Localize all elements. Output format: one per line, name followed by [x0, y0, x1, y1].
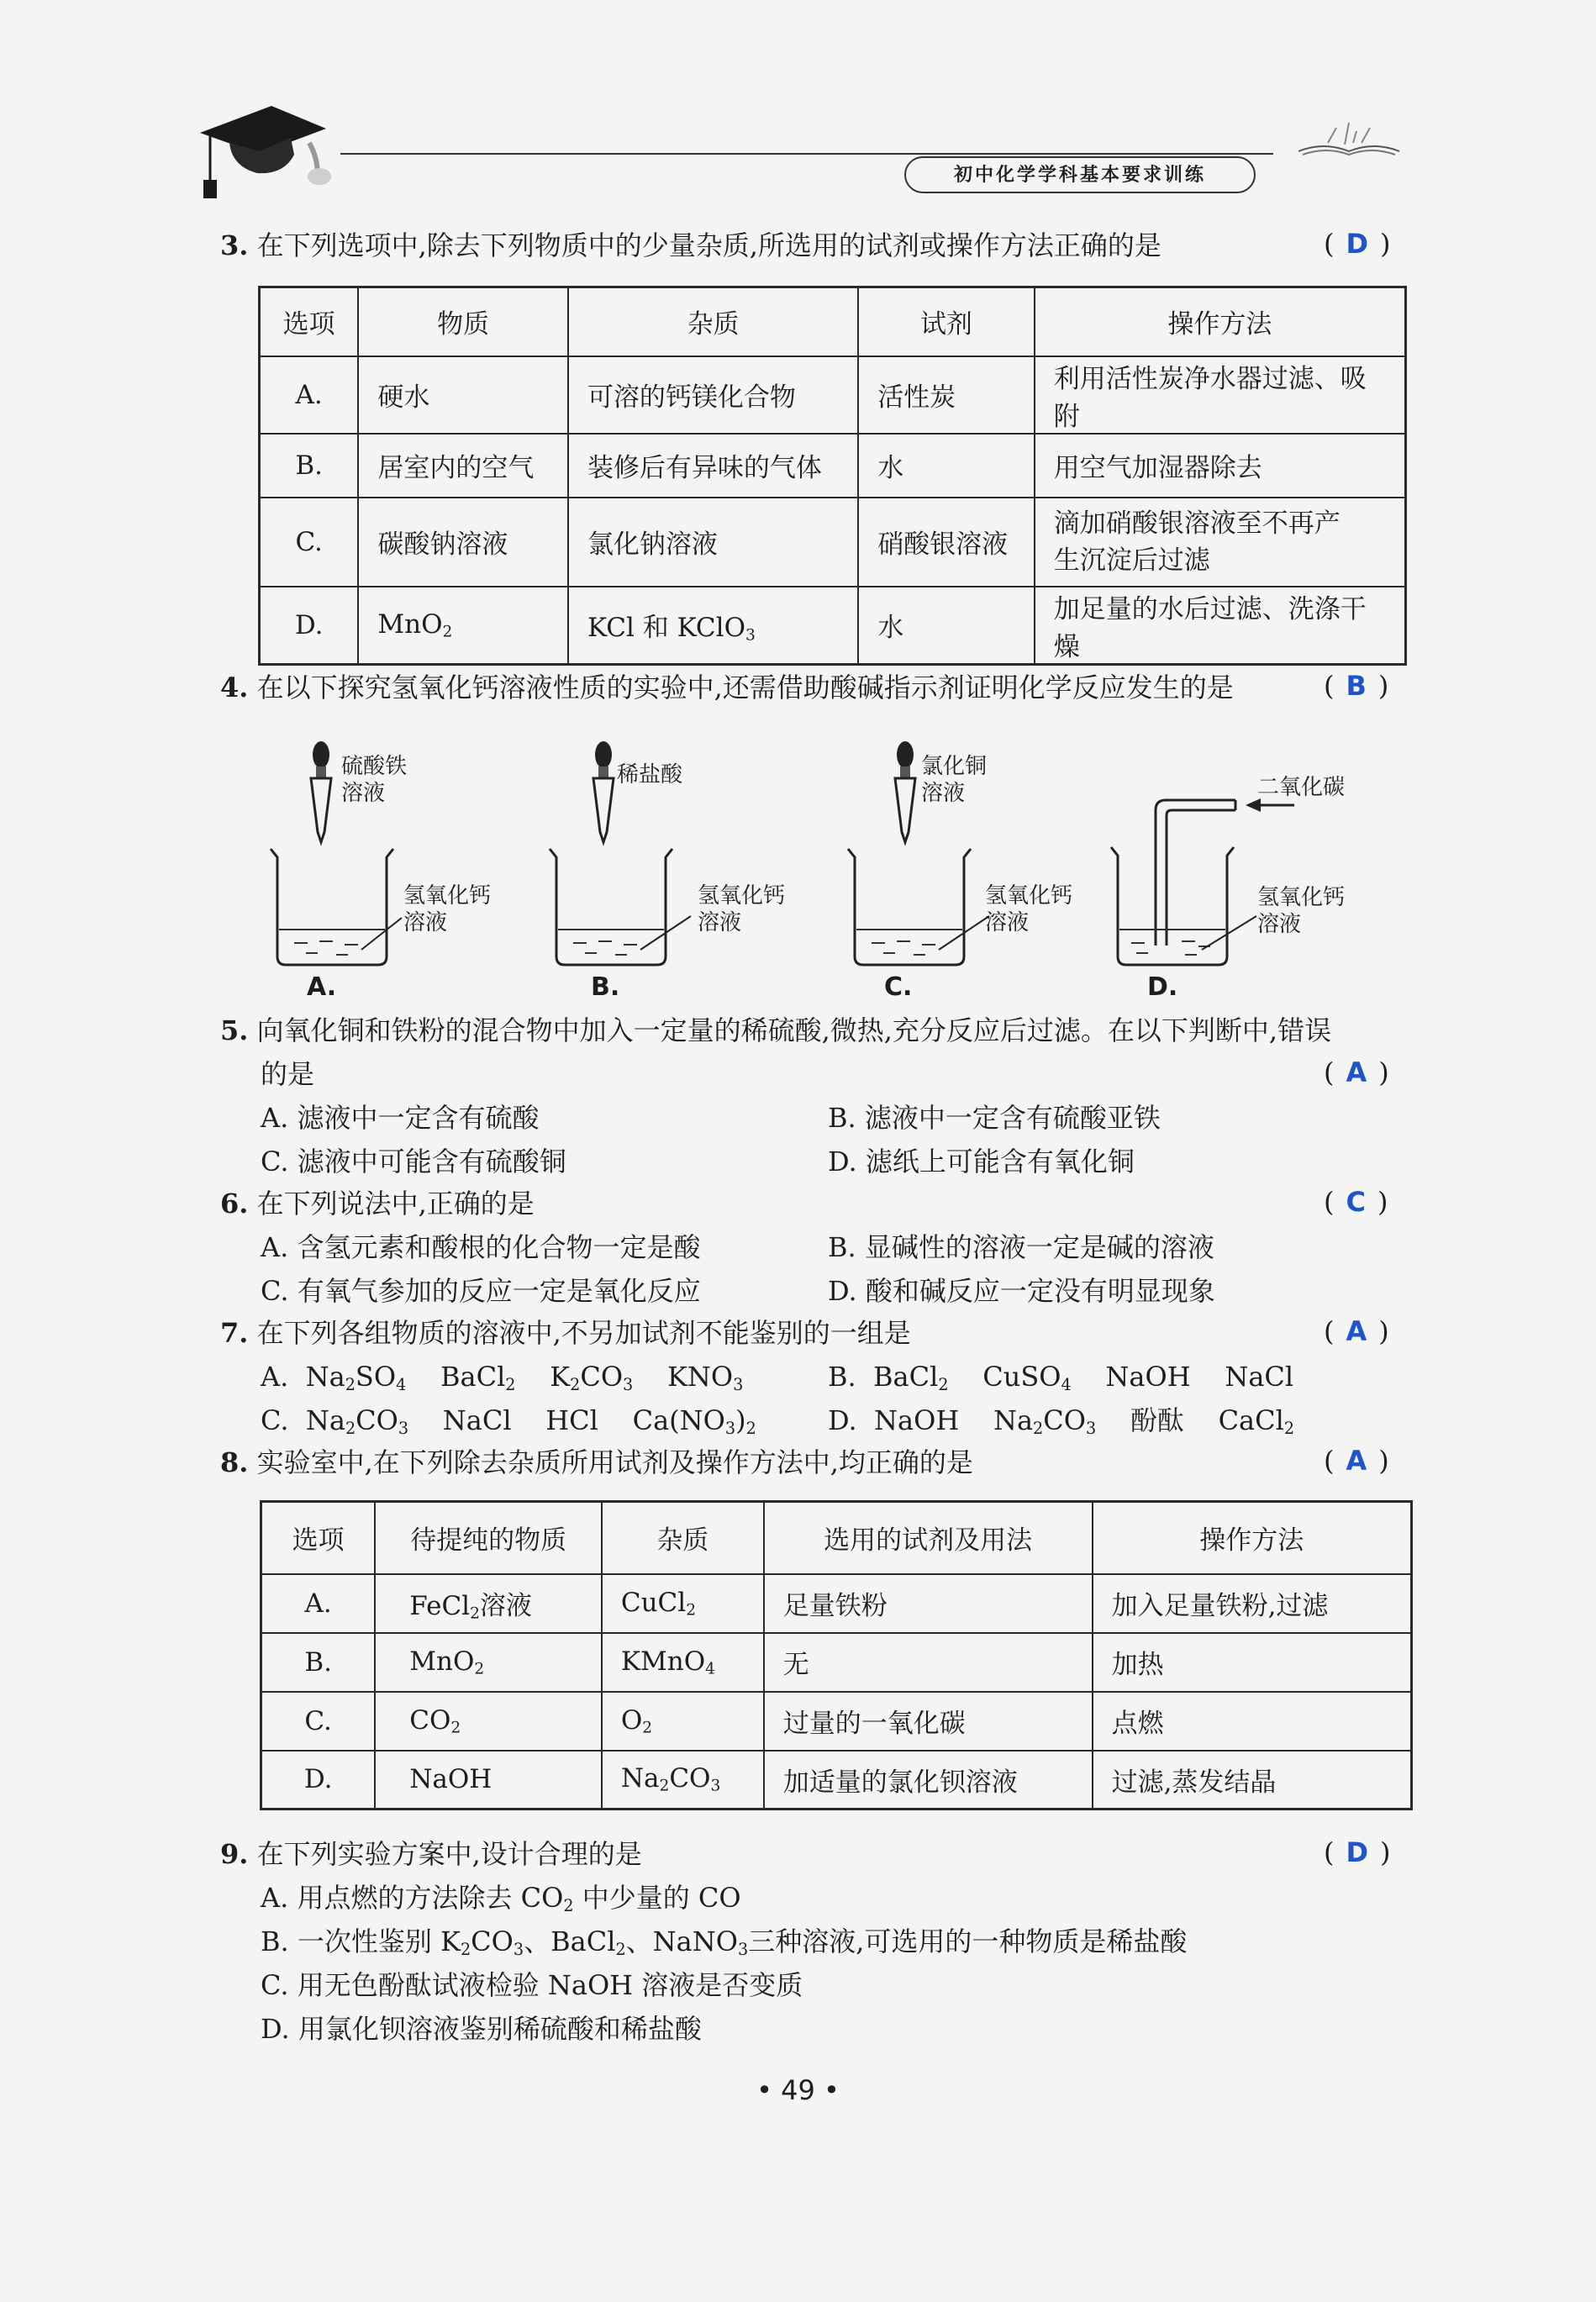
table-cell: 可溶的钙镁化合物: [568, 356, 858, 434]
diagram-caption: B.: [591, 972, 620, 1002]
option-c: C. $Na_2CO_3$ NaCl HCl $Ca(NO_3)_2$: [261, 1404, 756, 1438]
table-row: [261, 1574, 1412, 1633]
question-number: 4.: [220, 672, 249, 703]
table-header: 选项: [260, 287, 359, 356]
cell-line: 滴加硝酸银溶液至不再产: [1053, 508, 1341, 539]
option-c: C. 用无色酚酞试液检验 NaOH 溶液是否变质: [261, 1969, 803, 2001]
table-header: 选用的试剂及用法: [764, 1502, 1093, 1574]
solution-label: 氢氧化钙 溶液: [985, 883, 1073, 935]
answer-letter: B: [1346, 670, 1367, 702]
table-header: 操作方法: [1093, 1502, 1412, 1574]
question-text: 在下列各组物质的溶液中,不另加试剂不能鉴别的一组是: [256, 1317, 911, 1349]
header-rule: [340, 153, 1273, 155]
dropper-icon: [895, 741, 915, 842]
dropper-icon: [311, 741, 331, 842]
reagent-label: 硫酸铁 溶液: [341, 754, 408, 806]
table-header: 试剂: [858, 287, 1035, 356]
question-text: 在下列说法中,正确的是: [256, 1188, 535, 1219]
table-cell: 过量的一氧化碳: [764, 1692, 1093, 1751]
table-cell: D.: [260, 587, 359, 665]
answer-bracket: ( A ): [1324, 1056, 1389, 1088]
table-header-row: [260, 287, 1406, 356]
table-row: [260, 434, 1406, 498]
table-cell: NaOH: [375, 1751, 602, 1809]
table-cell: MnO$_2$: [375, 1633, 602, 1692]
question-8-stem: [220, 1446, 973, 1479]
solution-label: 氢氧化钙 溶液: [1257, 885, 1346, 937]
table-cell: 无: [764, 1633, 1093, 1692]
beaker-diagram-d: [1101, 782, 1345, 975]
formula: MnO: [377, 608, 443, 640]
option-b: B. BaCl$_2$ CuSO$_4$ NaOH NaCl: [828, 1361, 1294, 1394]
gas-tube-icon: [1156, 800, 1235, 946]
answer-bracket: ( A ): [1324, 1315, 1389, 1347]
table-cell: B.: [260, 434, 359, 498]
option-a: A. $Na_2SO_4$ BaCl$_2$ $K_2CO_3$ $KNO_3$: [261, 1361, 744, 1394]
diagram-caption: D.: [1147, 972, 1178, 1002]
table-header: 待提纯的物质: [375, 1502, 602, 1574]
question-number: 7.: [220, 1317, 249, 1349]
dropper-icon: [593, 741, 614, 842]
answer-letter: A: [1346, 1315, 1367, 1347]
question-5-stem-cont: 的是: [261, 1058, 315, 1090]
table-cell: 加足量的水后过滤、洗涤干燥: [1035, 587, 1406, 665]
question-number: 5.: [220, 1014, 249, 1046]
table-cell: 水: [858, 587, 1035, 665]
table-cell: C.: [261, 1692, 376, 1751]
table-header: 杂质: [602, 1502, 764, 1574]
option-c: C. 有氧气参加的反应一定是氧化反应: [261, 1275, 701, 1307]
answer-letter: A: [1346, 1445, 1367, 1477]
table-cell: FeCl$_2$溶液: [375, 1574, 602, 1633]
diagram-caption: A.: [307, 972, 337, 1002]
question-7-stem: [220, 1316, 911, 1350]
question-number: 3.: [220, 229, 249, 261]
question-9-stem: [220, 1837, 642, 1871]
table-cell: A.: [260, 356, 359, 434]
table-cell: 氯化钠溶液: [568, 498, 858, 587]
answer-letter: D: [1346, 228, 1369, 260]
solution-label: 氢氧化钙 溶液: [698, 883, 786, 935]
table-cell: 用空气加湿器除去: [1035, 434, 1406, 498]
reagent-label: 氯化铜 溶液: [921, 754, 988, 806]
question-8-table: [260, 1500, 1413, 1810]
option-b: B. 滤液中一定含有硫酸亚铁: [828, 1102, 1161, 1134]
answer-letter: D: [1346, 1836, 1369, 1868]
table-cell: [1035, 498, 1406, 587]
question-number: 8.: [220, 1446, 249, 1478]
table-cell: C.: [260, 498, 359, 587]
table-cell: 水: [858, 434, 1035, 498]
table-header: 物质: [358, 287, 568, 356]
table-cell: 活性炭: [858, 356, 1035, 434]
page-number: • 49 •: [756, 2074, 840, 2106]
table-cell: $CO_2$: [375, 1692, 602, 1751]
answer-bracket: ( D ): [1324, 228, 1391, 260]
cell-line: 生沉淀后过滤: [1053, 545, 1210, 576]
question-number: 6.: [220, 1188, 249, 1219]
question-text: 在以下探究氢氧化钙溶液性质的实验中,还需借助酸碱指示剂证明化学反应发生的是: [256, 672, 1234, 703]
reagent-label: 稀盐酸: [617, 762, 683, 788]
table-cell: 利用活性炭净水器过滤、吸附: [1035, 356, 1406, 434]
beaker-icon: [271, 849, 402, 965]
diagram-caption: C.: [884, 972, 913, 1002]
table-header: 选项: [261, 1502, 376, 1574]
question-5-stem: [220, 1014, 1331, 1047]
beaker-icon: [848, 849, 989, 965]
table-header: 操作方法: [1035, 287, 1406, 356]
table-cell: A.: [261, 1574, 376, 1633]
table-cell: KMnO$_4$: [602, 1633, 764, 1692]
table-cell: 装修后有异味的气体: [568, 434, 858, 498]
table-row: [260, 587, 1406, 665]
question-text: 实验室中,在下列除去杂质所用试剂及操作方法中,均正确的是: [256, 1446, 973, 1478]
table-cell: 硬水: [358, 356, 568, 434]
table-cell: 碳酸钠溶液: [358, 498, 568, 587]
table-cell: $O_2$: [602, 1692, 764, 1751]
table-cell: [568, 587, 858, 665]
reagent-label: 二氧化碳: [1257, 775, 1346, 800]
table-row: [260, 356, 1406, 434]
option-c: C. 滤液中可能含有硫酸铜: [261, 1146, 566, 1177]
table-row: [261, 1633, 1412, 1692]
question-6-stem: [220, 1187, 535, 1220]
option-d: D. 用氯化钡溶液鉴别稀硫酸和稀盐酸: [261, 2013, 702, 2045]
question-text: 向氧化铜和铁粉的混合物中加入一定量的稀硫酸,微热,充分反应后过滤。在以下判断中,错误: [256, 1014, 1332, 1046]
question-text: 在下列实验方案中,设计合理的是: [256, 1838, 642, 1870]
table-cell: B.: [261, 1633, 376, 1692]
question-number: 9.: [220, 1838, 249, 1870]
table-cell: CuCl$_2$: [602, 1574, 764, 1633]
answer-bracket: ( C ): [1324, 1186, 1388, 1218]
open-book-icon: [1294, 118, 1404, 160]
option-d: D. NaOH $Na_2CO_3$ 酚酞 CaCl$_2$: [828, 1404, 1295, 1438]
subscript: 3: [745, 626, 756, 645]
answer-bracket: ( D ): [1324, 1836, 1391, 1868]
table-row: [260, 498, 1406, 587]
table-cell: $Na_2CO_3$: [602, 1751, 764, 1809]
option-d: D. 滤纸上可能含有氧化铜: [828, 1146, 1135, 1177]
beaker-icon: [1111, 847, 1256, 965]
option-d: D. 酸和碱反应一定没有明显现象: [828, 1275, 1215, 1307]
subscript: 2: [442, 623, 453, 641]
table-cell: 足量铁粉: [764, 1574, 1093, 1633]
answer-letter: C: [1346, 1186, 1366, 1218]
table-header: 杂质: [568, 287, 858, 356]
table-cell: 加入足量铁粉,过滤: [1093, 1574, 1412, 1633]
question-3-stem: [220, 229, 1161, 262]
option-b: B. 一次性鉴别 $K_2CO_3$、BaCl$_2$、NaNO$_3$三种溶液,可选用的一种物质是稀盐酸: [261, 1925, 1188, 1959]
table-cell: 硝酸银溶液: [858, 498, 1035, 587]
table-cell: 过滤,蒸发结晶: [1093, 1751, 1412, 1809]
question-text: 在下列选项中,除去下列物质中的少量杂质,所选用的试剂或操作方法正确的是: [256, 229, 1161, 261]
table-cell: [358, 587, 568, 665]
table-row: [261, 1751, 1412, 1809]
answer-bracket: ( A ): [1324, 1445, 1389, 1477]
graduation-cap-icon: [192, 99, 334, 200]
option-b: B. 显碱性的溶液一定是碱的溶液: [828, 1231, 1214, 1263]
formula: KCl 和 KClO: [587, 612, 745, 643]
table-row: [261, 1692, 1412, 1751]
beaker-icon: [550, 849, 691, 965]
table-cell: 加热: [1093, 1633, 1412, 1692]
table-cell: D.: [261, 1751, 376, 1809]
book-title-badge: 初中化学学科基本要求训练: [904, 156, 1256, 193]
question-4-stem: [220, 671, 1234, 704]
solution-label: 氢氧化钙 溶液: [403, 883, 492, 935]
table-cell: 加适量的氯化钡溶液: [764, 1751, 1093, 1809]
answer-letter: A: [1346, 1056, 1367, 1088]
option-a: A. 滤液中一定含有硫酸: [261, 1102, 540, 1134]
option-a: A. 用点燃的方法除去 $CO_2$ 中少量的 CO: [261, 1882, 741, 1915]
table-cell: 居室内的空气: [358, 434, 568, 498]
answer-bracket: ( B ): [1324, 670, 1389, 702]
table-header-row: [261, 1502, 1412, 1574]
question-3-table: [258, 286, 1407, 666]
option-a: A. 含氢元素和酸根的化合物一定是酸: [261, 1231, 701, 1263]
table-cell: 点燃: [1093, 1692, 1412, 1751]
